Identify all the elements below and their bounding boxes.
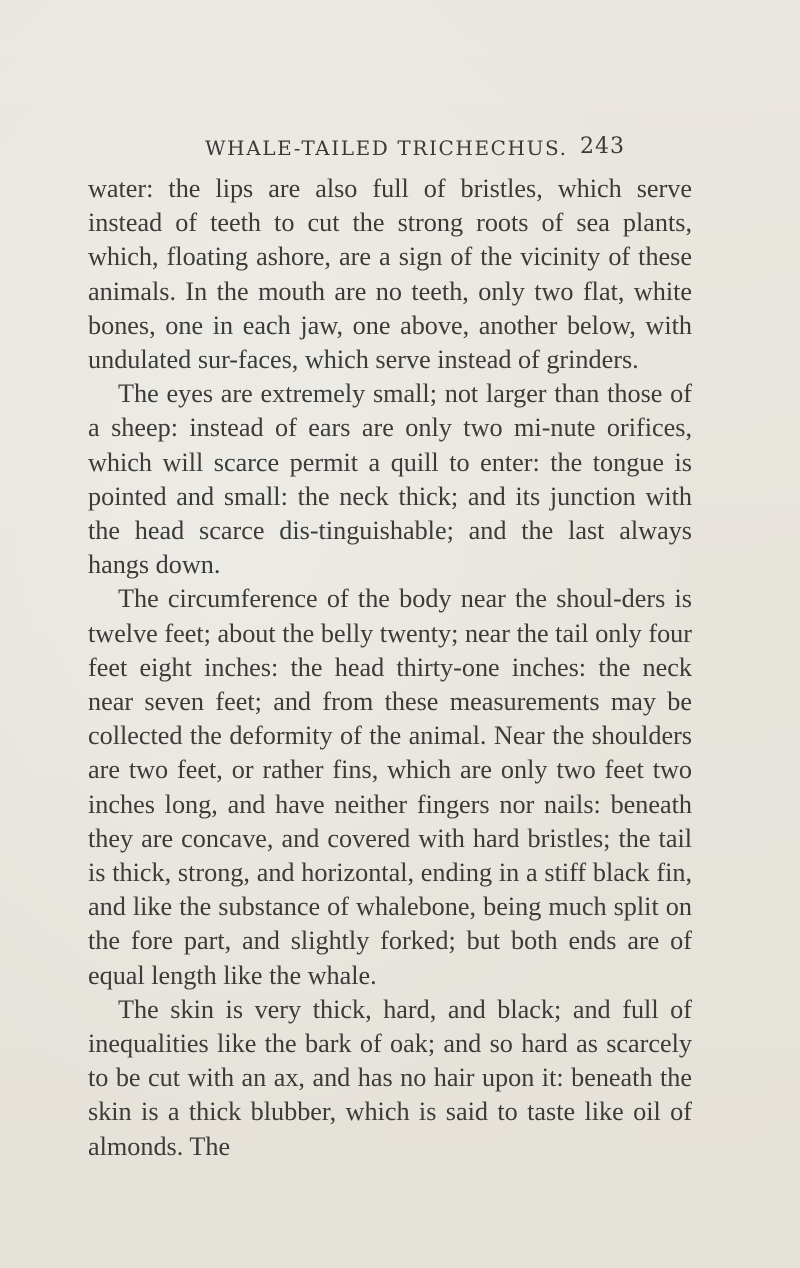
paragraph-4: The skin is very thick, hard, and black; and full of inequalities like the bark of oak; and so hard as scarcely to be cut with an ax, and has no hair upon it: beneath the skin is a thick blubber, which is said to taste like oil of almonds. The xyxy=(88,994,692,1161)
running-head: WHALE-TAILED TRICHECHUS. xyxy=(205,136,568,160)
paragraph-2: The eyes are extremely small; not larger than those of a sheep: instead of ears are only two mi-nute orifices, which will scarce permit a quill to enter: the tongue is pointed and small: the neck thick; and its junction with the head scarce dis-tinguishable; and the last always hangs down. xyxy=(88,379,692,580)
body-text xyxy=(88,172,692,1164)
page-number: 243 xyxy=(580,134,625,159)
paragraph-1: water: the lips are also full of bristles, which serve instead of teeth to cut the strong roots of sea plants, which, floating ashore, are a sign of the vicinity of these animals. In the mouth are no teeth, only two flat, white bones, one in each jaw, one above, another below, with undulated sur-faces, which serve instead of grinders. xyxy=(88,174,692,375)
paragraph-3: The circumference of the body near the shoul-ders is twelve feet; about the belly twenty; near the tail only four feet eight inches: the head thirty-one inches: the neck near seven feet; and from these measurements may be collected the deformity of the animal. Near the shoulders are two feet, or rather fins, which are only two feet two inches long, and have neither fingers nor nails: beneath they are concave, and covered with hard bristles; the tail is thick, strong, and horizontal, ending in a stiff black fin, and like the substance of whalebone, being much split on the fore part, and slightly forked; but both ends are of equal length like the whale. xyxy=(88,584,692,990)
